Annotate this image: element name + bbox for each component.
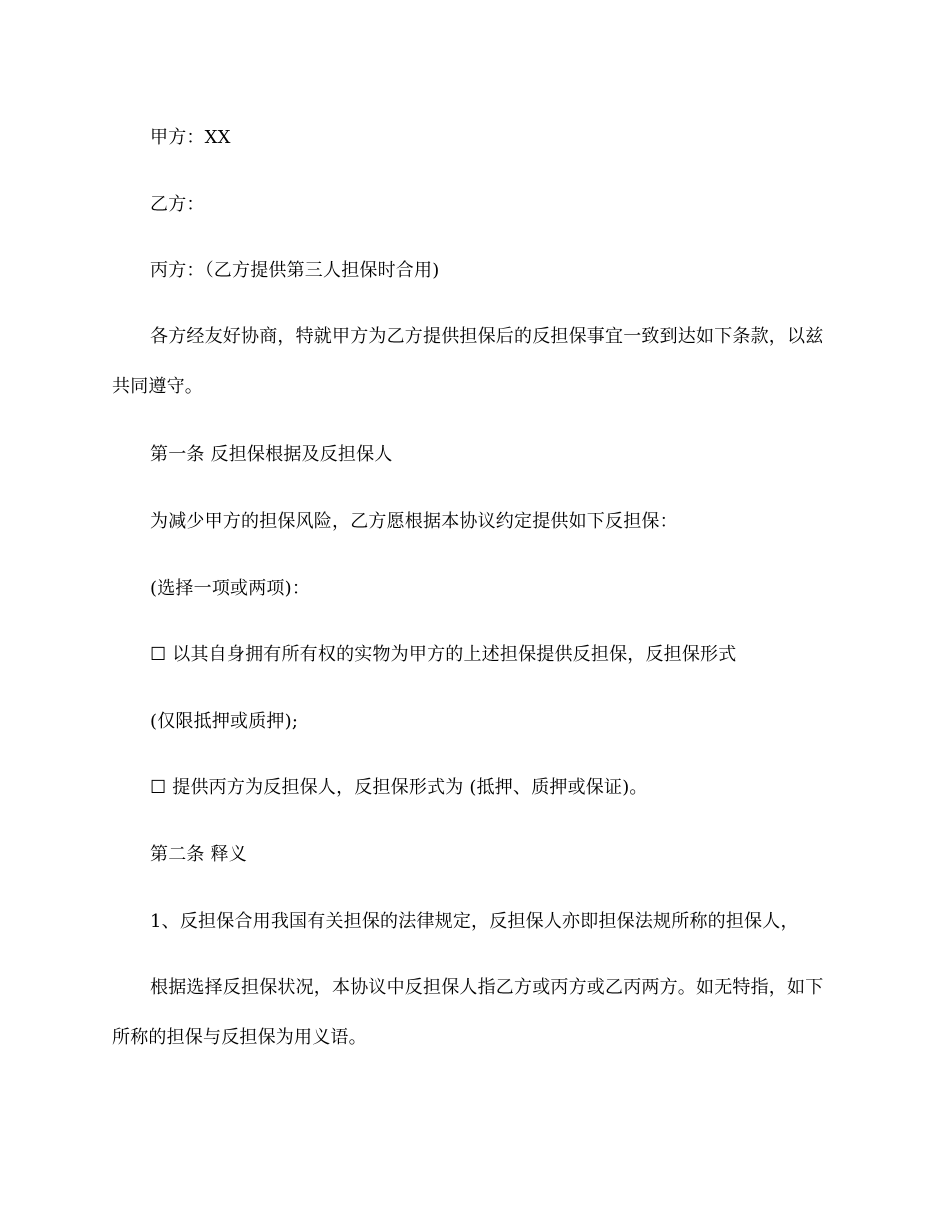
party-a-line: 甲方：XX	[150, 127, 231, 148]
option-2-line	[150, 775, 648, 801]
preamble-line-2: 共同遵守。	[112, 376, 203, 397]
option-1-text: 以其自身拥有所有权的实物为甲方的上述担保提供反担保，反担保形式	[172, 644, 737, 665]
party-c-line: 丙方：（乙方提供第三人担保时合用)	[150, 260, 440, 281]
party-b-line: 乙方：	[150, 194, 205, 215]
article-2-para-line-2: 所称的担保与反担保为用义语。	[112, 1027, 367, 1048]
article-2-para-line-1: 根据选择反担保状况，本协议中反担保人指乙方或丙方或乙丙两方。如无特指，如下	[150, 977, 824, 998]
article-2-item-1: 1、反担保合用我国有关担保的法律规定，反担保人亦即担保法规所称的担保人，	[150, 911, 799, 932]
article-1-title: 第一条 反担保根据及反担保人	[150, 444, 393, 465]
option-1-line-1	[150, 642, 736, 668]
option-2-text: 提供丙方为反担保人，反担保形式为 (抵押、质押或保证)。	[172, 777, 648, 798]
checkbox-icon: ☐	[150, 777, 167, 798]
article-2-title: 第二条 释义	[150, 844, 247, 865]
article-1-intro: 为减少甲方的担保风险，乙方愿根据本协议约定提供如下反担保：	[150, 511, 678, 532]
preamble-line-1: 各方经友好协商，特就甲方为乙方提供担保后的反担保事宜一致到达如下条款，以兹	[150, 326, 824, 347]
checkbox-icon: ☐	[150, 644, 167, 665]
article-1-select-note: (选择一项或两项)：	[150, 578, 311, 599]
option-1-line-2: (仅限抵押或质押);	[150, 711, 299, 732]
